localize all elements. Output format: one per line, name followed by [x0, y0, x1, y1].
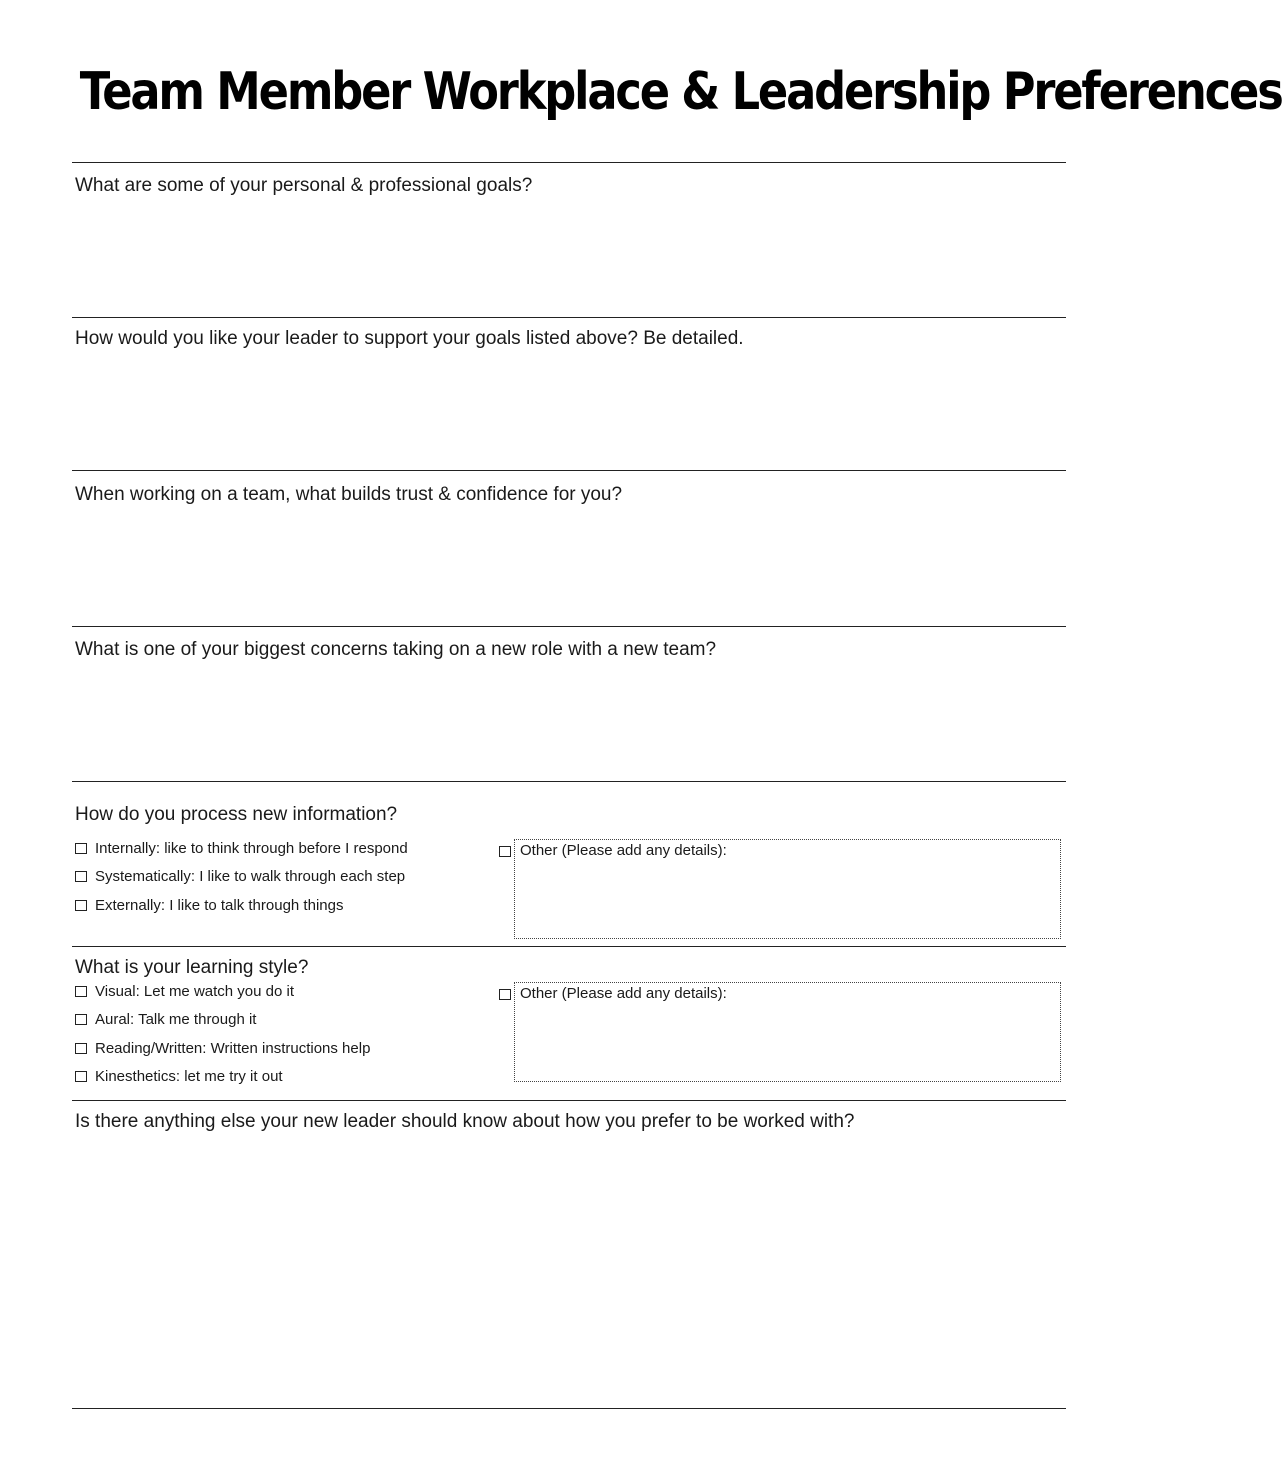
question-learning-style: What is your learning style?: [75, 957, 309, 978]
option-label: Aural: Talk me through it: [95, 1010, 257, 1028]
other-label: Other (Please add any details):: [520, 842, 727, 859]
answer-area-leader-support[interactable]: [75, 358, 1063, 466]
learning-other-details-field[interactable]: [514, 982, 1061, 1082]
checkbox[interactable]: [75, 1014, 87, 1025]
question-concerns: What is one of your biggest concerns taking on a new role with a new team?: [75, 639, 717, 660]
question-anything-else: Is there anything else your new leader should know about how you prefer to be worked with?: [75, 1111, 855, 1132]
learning-option-kinesthetics[interactable]: [75, 1066, 283, 1086]
process-option-internally[interactable]: [75, 838, 408, 858]
section-divider: [72, 626, 1066, 627]
checkbox[interactable]: [75, 1043, 87, 1054]
option-label: Visual: Let me watch you do it: [95, 982, 294, 1000]
process-option-externally[interactable]: [75, 895, 343, 915]
checkbox[interactable]: [75, 986, 87, 997]
section-divider: [72, 162, 1066, 163]
checkbox[interactable]: [75, 871, 87, 882]
section-divider: [72, 946, 1066, 947]
checkbox[interactable]: [75, 843, 87, 854]
checkbox[interactable]: [75, 900, 87, 911]
learning-option-aural[interactable]: [75, 1009, 256, 1029]
section-divider: [72, 781, 1066, 782]
option-label: Reading/Written: Written instructions help: [95, 1039, 371, 1057]
question-goals: What are some of your personal & professional goals?: [75, 175, 533, 196]
section-divider: [72, 1100, 1066, 1101]
checkbox[interactable]: [499, 989, 511, 1000]
process-option-systematically[interactable]: [75, 866, 405, 886]
learning-option-reading-written[interactable]: [75, 1038, 370, 1058]
process-other-details-field[interactable]: [514, 839, 1061, 939]
question-process-info: How do you process new information?: [75, 804, 398, 825]
checkbox[interactable]: [75, 1071, 87, 1082]
section-divider: [72, 470, 1066, 471]
answer-area-trust[interactable]: [75, 512, 1063, 622]
answer-area-goals[interactable]: [75, 204, 1063, 312]
option-label: Internally: like to think through before I respond: [95, 839, 408, 857]
learning-option-visual[interactable]: [75, 981, 294, 1001]
option-label: Systematically: I like to walk through each step: [95, 867, 406, 885]
bottom-divider: [72, 1408, 1066, 1409]
section-divider: [72, 317, 1066, 318]
page-title: Team Member Workplace & Leadership Preferences: [79, 62, 1282, 122]
option-label: Externally: I like to talk through things: [95, 896, 344, 914]
answer-area-concerns[interactable]: [75, 668, 1063, 776]
question-leader-support: How would you like your leader to support your goals listed above? Be detailed.: [75, 328, 744, 349]
question-trust: When working on a team, what builds trust & confidence for you?: [75, 484, 623, 505]
checkbox[interactable]: [499, 846, 511, 857]
answer-area-anything-else[interactable]: [75, 1142, 1063, 1402]
option-label: Kinesthetics: let me try it out: [95, 1067, 283, 1085]
other-label: Other (Please add any details):: [520, 985, 727, 1002]
